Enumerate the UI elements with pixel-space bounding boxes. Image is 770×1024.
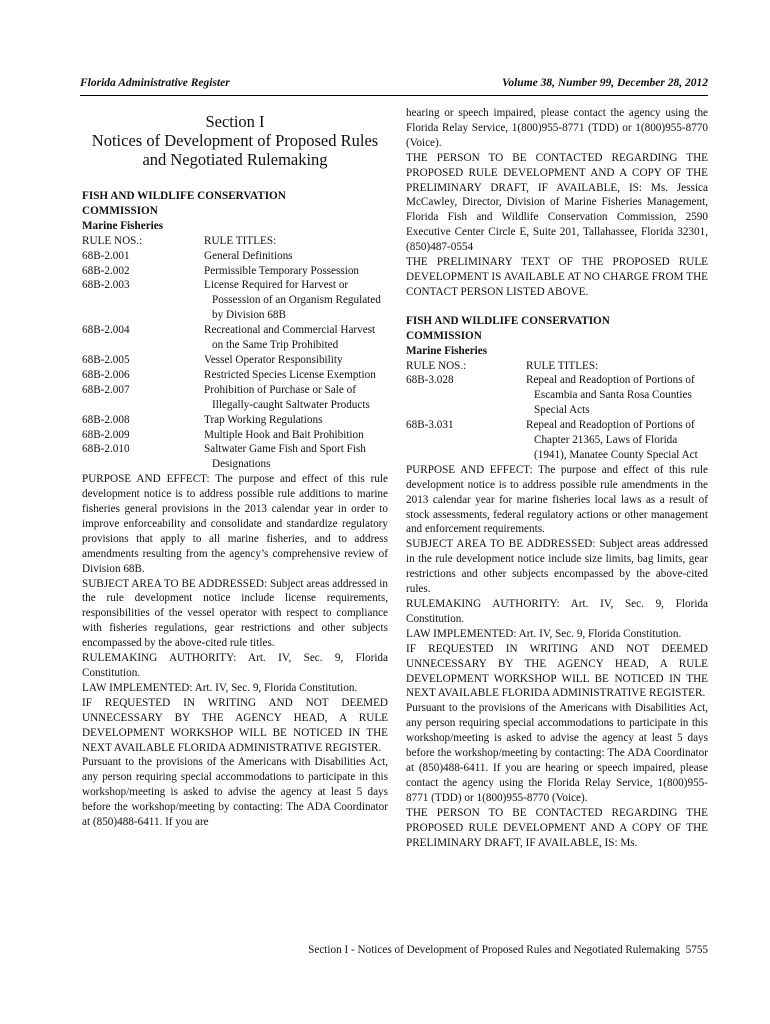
table-row xyxy=(82,383,388,413)
subject-paragraph: SUBJECT AREA TO BE ADDRESSED: Subject areas addressed in the rule development notice include license requirements, responsibilities of the vessel operator with respect to compliance with fisheries regulations, gear restrictions and other subjects encompassed by the above-cited rule titles. xyxy=(82,577,388,650)
rule-title: License Required for Harvest or Possession of an Organism Regulated by Division 68B xyxy=(204,279,381,322)
ada-paragraph: Pursuant to the provisions of the Americans with Disabilities Act, any person requiring special accommodations to participate in this workshop/meeting is asked to advise the agency at least 5 days before the workshop/meeting by contacting: The ADA Coordinator at (850)488-6411. If you are xyxy=(82,756,388,829)
rule-title: Trap Working Regulations xyxy=(204,413,323,426)
workshop-paragraph: IF REQUESTED IN WRITING AND NOT DEEMED UNNECESSARY BY THE AGENCY HEAD, A RULE DEVELOPMENT WORKSHOP WILL BE NOTICED IN THE NEXT AVAILABLE FLORIDA ADMINISTRATIVE REGISTER. xyxy=(82,696,388,754)
rules-table-header xyxy=(82,234,388,249)
table-row xyxy=(82,249,388,264)
rule-nos-header: RULE NOS.: xyxy=(82,234,143,247)
rule-number: 68B-3.028 xyxy=(406,374,454,387)
rule-title: Saltwater Game Fish and Sport Fish Designations xyxy=(204,443,366,471)
rules-table-1 xyxy=(82,234,388,473)
rule-number: 68B-2.003 xyxy=(82,279,130,292)
table-row xyxy=(82,323,388,353)
rule-title: General Definitions xyxy=(204,249,293,262)
table-row xyxy=(82,413,388,428)
subject-paragraph: SUBJECT AREA TO BE ADDRESSED: Subject areas addressed in the rule development notice include size limits, bag limits, gear restrictions and other subjects encompassed by the above-cited rules. xyxy=(406,538,708,596)
footer-text: Section I - Notices of Development of Proposed Rules and Negotiated Rulemaking xyxy=(308,944,681,956)
rule-number: 68B-2.009 xyxy=(82,428,130,441)
rule-number: 68B-2.010 xyxy=(82,443,130,456)
purpose-paragraph: PURPOSE AND EFFECT: The purpose and effect of this rule development notice is to address possible rule amendments in the 2013 calendar year for marine fisheries local laws as a result of stock assessments, federal regulatory actions or other management and enforcement requirements. xyxy=(406,463,708,536)
rule-title: Recreational and Commercial Harvest on the Same Trip Prohibited xyxy=(204,324,376,352)
rule-number: 68B-2.007 xyxy=(82,383,130,396)
ada-paragraph: Pursuant to the provisions of the Americans with Disabilities Act, any person requiring special accommodations to participate in this workshop/meeting is asked to advise the agency at least 5 days before the workshop/meeting by contacting: The ADA Coordinator at (850)488-6411. If you are hearing or speech impaired, please contact the agency using the Florida Relay Service, 1(800)955-8771 (TDD) or 1(800)955-8770 (Voice). xyxy=(406,702,708,804)
section-title-line2: and Negotiated Rulemaking xyxy=(142,150,328,169)
section-number: Section I xyxy=(205,112,265,131)
agency-name-1: FISH AND WILDLIFE CONSERVATION COMMISSION xyxy=(82,190,286,217)
rule-title: Repeal and Readoption of Portions of Escambia and Santa Rosa Counties Special Acts xyxy=(526,374,695,417)
table-row xyxy=(82,428,388,443)
rule-number: 68B-2.004 xyxy=(82,324,130,337)
left-column xyxy=(82,106,388,830)
division-name-2: Marine Fisheries xyxy=(406,344,488,357)
rules-table-2 xyxy=(406,359,708,463)
rule-titles-header: RULE TITLES: xyxy=(526,359,599,372)
rule-title: Repeal and Readoption of Portions of Chapter 21365, Laws of Florida (1941), Manatee County Special Act xyxy=(526,419,698,461)
rule-title: Multiple Hook and Bait Prohibition xyxy=(204,428,364,441)
rule-number: 68B-2.002 xyxy=(82,264,130,277)
section-heading xyxy=(82,112,388,169)
table-row xyxy=(82,264,388,279)
contact-paragraph: THE PERSON TO BE CONTACTED REGARDING THE PROPOSED RULE DEVELOPMENT AND A COPY OF THE PRELIMINARY DRAFT, IF AVAILABLE, IS: Ms. Jessica McCawley, Director, Division of Marine Fisheries Management, Florida Fish and Wildlife Conservation Commission, 2590 Executive Center Circle E, Suite 201, Tallahassee, Florida 32301, (850)487-0554 xyxy=(406,151,708,254)
rule-title: Vessel Operator Responsibility xyxy=(204,353,343,366)
authority-paragraph: RULEMAKING AUTHORITY: Art. IV, Sec. 9, Florida Constitution. xyxy=(406,598,708,625)
purpose-paragraph: PURPOSE AND EFFECT: The purpose and effect of this rule development notice is to address possible rule additions to marine fisheries general provisions in the 2013 calendar year in order to improve enforceability and consolidate and standardize regulatory provisions that apply to all marine fisheries, and to address amendments resulting from the agency’s comprehensive review of Division 68B. xyxy=(82,473,388,575)
division-name-1: Marine Fisheries xyxy=(82,219,164,232)
publication-name: Florida Administrative Register xyxy=(80,77,230,89)
page-footer xyxy=(308,944,708,956)
table-row xyxy=(406,373,708,418)
ada-paragraph-continued: hearing or speech impaired, please contact the agency using the Florida Relay Service, 1(800)955-8771 (TDD) or 1(800)955-8770 (Voice). xyxy=(406,107,708,149)
preliminary-paragraph: THE PRELIMINARY TEXT OF THE PROPOSED RULE DEVELOPMENT IS AVAILABLE AT NO CHARGE FROM THE CONTACT PERSON LISTED ABOVE. xyxy=(406,256,708,298)
rule-title: Permissible Temporary Possession xyxy=(204,264,360,277)
table-row xyxy=(82,368,388,383)
volume-info: Volume 38, Number 99, December 28, 2012 xyxy=(501,77,708,89)
running-header xyxy=(80,77,708,96)
rule-title: Prohibition of Purchase or Sale of Illegally-caught Saltwater Products xyxy=(204,383,370,411)
workshop-paragraph: IF REQUESTED IN WRITING AND NOT DEEMED UNNECESSARY BY THE AGENCY HEAD, A RULE DEVELOPMENT WORKSHOP WILL BE NOTICED IN THE NEXT AVAILABLE FLORIDA ADMINISTRATIVE REGISTER. xyxy=(406,642,708,700)
agency-name-2: FISH AND WILDLIFE CONSERVATION COMMISSION xyxy=(406,314,610,342)
table-row xyxy=(82,442,388,472)
section-title-line1: Notices of Development of Proposed Rules xyxy=(91,131,379,150)
contact-paragraph: THE PERSON TO BE CONTACTED REGARDING THE PROPOSED RULE DEVELOPMENT AND A COPY OF THE PRELIMINARY DRAFT, IF AVAILABLE, IS: Ms. xyxy=(406,806,708,849)
rule-number: 68B-2.001 xyxy=(82,249,130,262)
rule-title: Restricted Species License Exemption xyxy=(204,368,376,381)
rule-nos-header: RULE NOS.: xyxy=(406,359,467,372)
rule-number: 68B-2.005 xyxy=(82,353,130,366)
table-row xyxy=(82,278,388,323)
authority-paragraph: RULEMAKING AUTHORITY: Art. IV, Sec. 9, Florida Constitution. xyxy=(82,652,388,679)
table-row xyxy=(406,418,708,463)
rule-number: 68B-2.006 xyxy=(82,368,130,381)
rules-table-header xyxy=(406,359,708,374)
rule-number: 68B-3.031 xyxy=(406,419,454,432)
right-column xyxy=(406,106,708,850)
law-paragraph: LAW IMPLEMENTED: Art. IV, Sec. 9, Florida Constitution. xyxy=(82,681,358,694)
rule-number: 68B-2.008 xyxy=(82,413,130,426)
table-row xyxy=(82,353,388,368)
law-paragraph: LAW IMPLEMENTED: Art. IV, Sec. 9, Florida Constitution. xyxy=(406,627,682,640)
page-number: 5755 xyxy=(685,944,708,956)
rule-titles-header: RULE TITLES: xyxy=(204,234,277,247)
